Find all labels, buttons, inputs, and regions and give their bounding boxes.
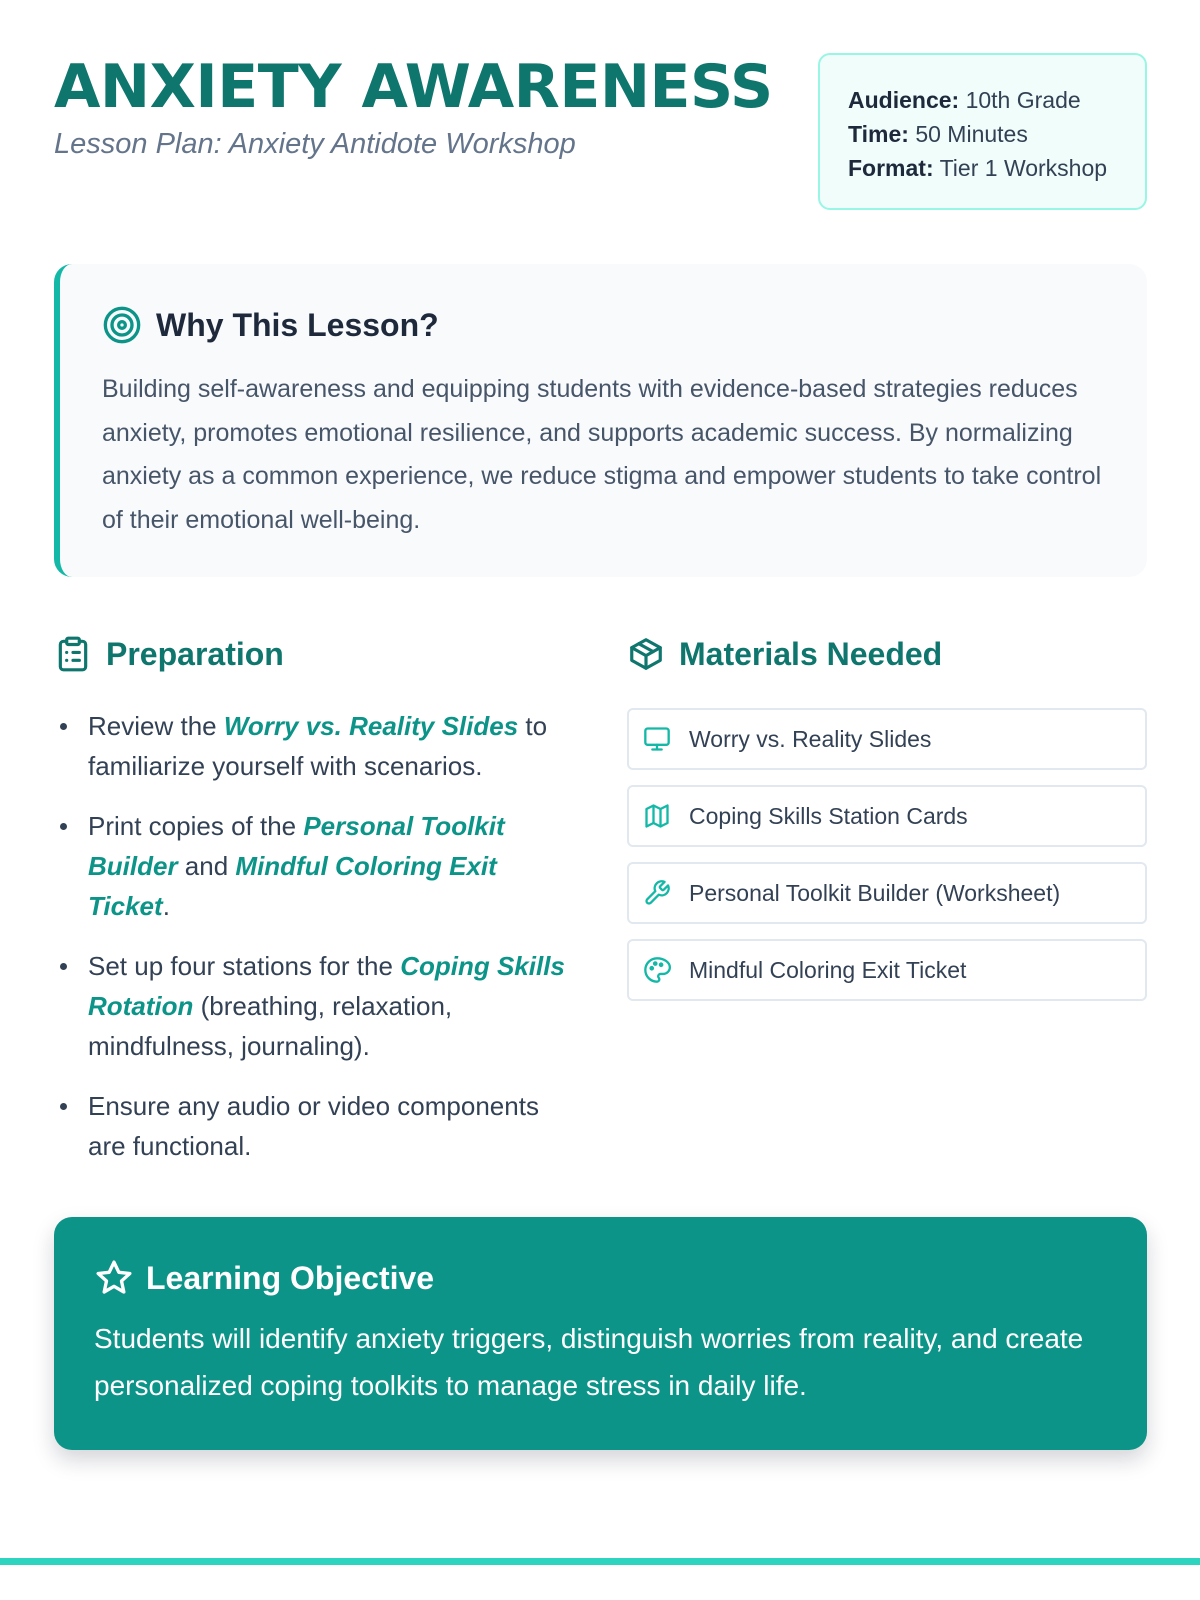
map-icon [643, 802, 671, 830]
package-icon [627, 635, 665, 673]
why-title: Why This Lesson? [156, 306, 439, 343]
list-item [54, 1086, 574, 1166]
objective-header [94, 1255, 1107, 1301]
prep-text: and [177, 851, 236, 881]
material-label: Personal Toolkit Builder (Worksheet) [689, 879, 1061, 906]
objective-title: Learning Objective [146, 1259, 435, 1296]
lesson-meta-box [818, 53, 1147, 210]
wrench-icon [643, 879, 671, 907]
list-item [54, 706, 574, 786]
material-label: Worry vs. Reality Slides [689, 725, 932, 752]
meta-format-value: Tier 1 Workshop [939, 155, 1108, 181]
why-header [102, 300, 1107, 350]
preparation-header [54, 630, 574, 678]
prep-highlight: Coping Skills Rotation [88, 951, 565, 1021]
objective-text: Students will identify anxiety triggers, distinguish worries from reality, and create personalized coping toolkits to manage stress in daily life. [94, 1323, 1084, 1401]
meta-audience-value: 10th Grade [965, 87, 1081, 113]
why-text: Building self-awareness and equipping students with evidence-based strategies reduces anxiety, promotes emotional resilience, and supports academic success. By normalizing anxiety as a common experience, we reduce stigma and empower students to take control of their emotional well-being. [102, 375, 1102, 534]
materials-header [627, 630, 1147, 678]
meta-format [848, 151, 1117, 185]
bottom-accent-bar [0, 1558, 1200, 1565]
meta-time-label: Time: [848, 121, 909, 147]
prep-highlight: Mindful Coloring Exit Ticket [88, 851, 497, 921]
preparation-list [54, 706, 574, 1166]
why-this-lesson-card [54, 264, 1147, 577]
star-icon [94, 1258, 134, 1298]
prep-text: . [162, 891, 170, 921]
prep-highlight: Personal Toolkit Builder [88, 811, 505, 881]
material-label: Mindful Coloring Exit Ticket [689, 956, 967, 983]
target-icon [102, 305, 142, 345]
meta-time [848, 117, 1117, 151]
materials-section [627, 630, 1147, 1016]
meta-audience [848, 83, 1117, 117]
list-item [627, 708, 1147, 770]
prep-text: to familiarize yourself with scenarios. [88, 711, 548, 781]
page-title: ANXIETY AWARENESS [54, 52, 773, 122]
list-item [627, 862, 1147, 924]
lesson-plan-page [54, 0, 1147, 1600]
prep-text: Ensure any audio or video components are functional. [88, 1091, 539, 1161]
meta-format-label: Format: [848, 155, 934, 181]
meta-time-value: 50 Minutes [915, 121, 1028, 147]
monitor-icon [643, 725, 671, 753]
prep-text: (breathing, relaxation, mindfulness, journaling). [88, 991, 453, 1061]
list-item [54, 806, 574, 926]
learning-objective-card [54, 1217, 1147, 1450]
material-label: Coping Skills Station Cards [689, 802, 968, 829]
list-item [54, 946, 574, 1066]
meta-audience-label: Audience: [848, 87, 960, 113]
prep-text: Print copies of the [88, 811, 304, 841]
prep-text: Set up four stations for the [88, 951, 401, 981]
list-item [627, 785, 1147, 847]
prep-text: Review the [88, 711, 224, 741]
palette-icon [643, 956, 671, 984]
page-subtitle: Lesson Plan: Anxiety Antidote Workshop [54, 128, 576, 160]
preparation-title: Preparation [106, 635, 284, 672]
prep-highlight: Worry vs. Reality Slides [223, 711, 519, 741]
clipboard-icon [54, 635, 92, 673]
materials-title: Materials Needed [679, 635, 943, 672]
materials-list [627, 708, 1147, 1001]
list-item [627, 939, 1147, 1001]
preparation-section [54, 630, 574, 1186]
